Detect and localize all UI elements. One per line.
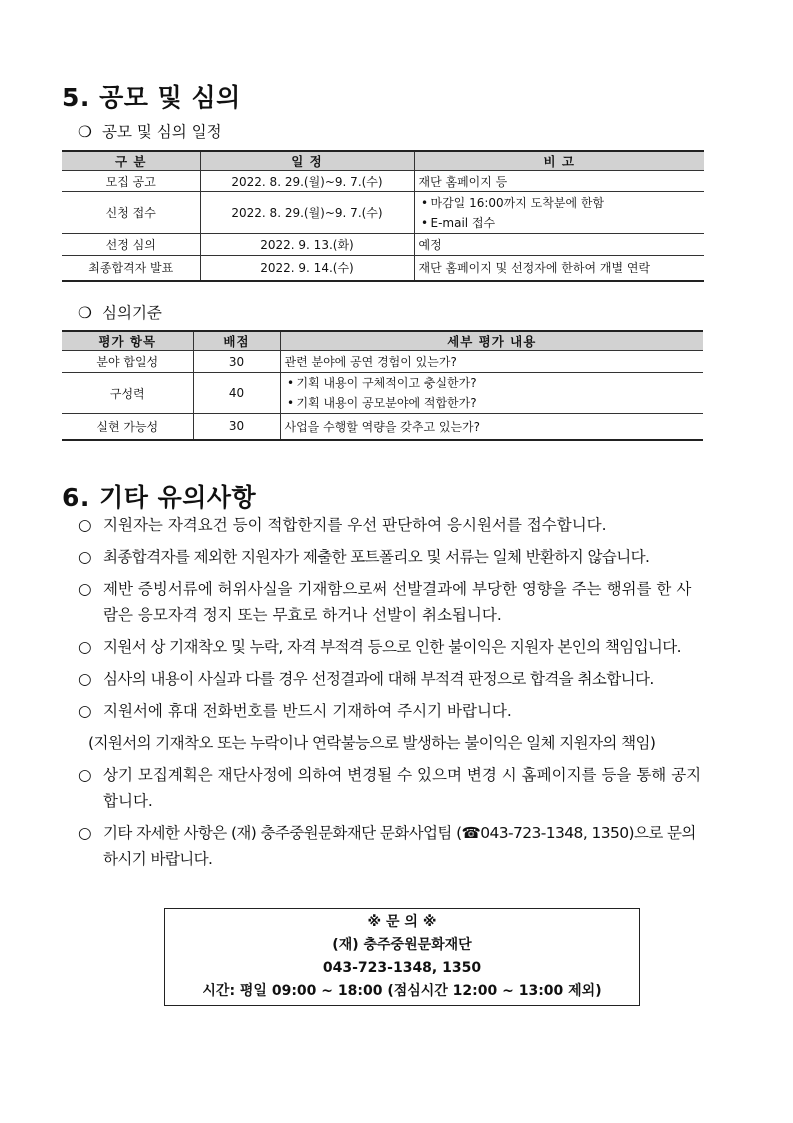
cell-date: 2022. 8. 29.(월)~9. 7.(수) [200, 171, 414, 192]
cell-detail: 관련 분야에 공연 경험이 있는가? [280, 351, 703, 373]
circle-bullet-icon: ○ [78, 638, 91, 656]
column-header: 비 고 [414, 151, 704, 171]
notes-list [78, 512, 706, 878]
cell-detail: 사업을 수행할 역량을 갖추고 있는가? [280, 414, 703, 440]
column-header: 일 정 [200, 151, 414, 171]
note-parenthetical: (지원서의 기재착오 또는 누락이나 연락불능으로 발생하는 불이익은 일체 지원자의 책임) [88, 734, 656, 752]
inquiry-phone: 043-723-1348, 1350 [322, 960, 482, 976]
cell-score: 30 [193, 351, 280, 373]
cell-score: 30 [193, 414, 280, 440]
cell-item: 실현 가능성 [62, 414, 193, 440]
list-item: ○ 기타 자세한 사항은 (재) 충주중원문화재단 문화사업팀 (☎043-723-1348, 1350)으로 문의하시기 바랍니다. [78, 820, 706, 872]
table-row [62, 256, 704, 281]
cell-note [414, 192, 704, 234]
list-item: • 기획 내용이 공모분야에 적합한가? [286, 396, 477, 410]
cell-item: 모집 공고 [62, 171, 200, 192]
cell-note: 예정 [414, 234, 704, 256]
inquiry-org: (재) 충주중원문화재단 [332, 937, 472, 953]
list-item: • E-mail 접수 [420, 215, 496, 230]
schedule-heading: ❍ 공모 및 심의 일정 [78, 123, 222, 141]
table-row [62, 351, 703, 373]
criteria-table [62, 330, 703, 441]
column-header: 배점 [193, 331, 280, 351]
cell-item: 분야 합일성 [62, 351, 193, 373]
table-row [62, 171, 704, 192]
column-header: 구 분 [62, 151, 200, 171]
cell-date: 2022. 8. 29.(월)~9. 7.(수) [200, 192, 414, 234]
table-row [62, 192, 704, 234]
cell-note: 재단 홈페이지 등 [414, 171, 704, 192]
list-item: ○ 제반 증빙서류에 허위사실을 기재함으로써 선발결과에 부당한 영향을 주는 행위를 한 사람은 응모자격 정지 또는 무효로 하거나 선발이 취소됩니다. [78, 576, 706, 628]
circle-bullet-icon: ○ [78, 824, 91, 842]
cell-score: 40 [193, 373, 280, 414]
list-item: • 기획 내용이 구체적이고 충실한가? [286, 376, 477, 390]
hollow-circle-bullet-icon: ❍ [78, 304, 92, 322]
list-item: ○ 상기 모집계획은 재단사정에 의하여 변경될 수 있으며 변경 시 홈페이지를 등을 통해 공지합니다. [78, 762, 706, 814]
section-6-title: 6. 기타 유의사항 [62, 483, 257, 512]
circle-bullet-icon: ○ [78, 516, 92, 534]
cell-note: 재단 홈페이지 및 선정자에 한하여 개별 연락 [414, 256, 704, 281]
cell-date: 2022. 9. 13.(화) [200, 234, 414, 256]
circle-bullet-icon: ○ [78, 702, 92, 720]
circle-bullet-icon: ○ [78, 766, 92, 784]
circle-bullet-icon: ○ [78, 548, 91, 566]
list-item: ○ 지원서 상 기재착오 및 누락, 자격 부적격 등으로 인한 불이익은 지원자 본인의 책임입니다. [78, 634, 706, 660]
cell-item: 선정 심의 [62, 234, 200, 256]
list-item: • 마감일 16:00까지 도착분에 한함 [420, 195, 605, 210]
table-row [62, 234, 704, 256]
cell-item: 신청 접수 [62, 192, 200, 234]
table-header-row [62, 331, 703, 351]
circle-bullet-icon: ○ [78, 580, 92, 598]
list-item: ○ 지원서에 휴대 전화번호를 반드시 기재하여 주시기 바랍니다. (지원서의 기재착오 또는 누락이나 연락불능으로 발생하는 불이익은 일체 지원자의 책임) [78, 698, 706, 756]
cell-item: 구성력 [62, 373, 193, 414]
hollow-circle-bullet-icon: ❍ [78, 123, 92, 141]
cell-date: 2022. 9. 14.(수) [200, 256, 414, 281]
table-header-row [62, 151, 704, 171]
cell-item: 최종합격자 발표 [62, 256, 200, 281]
list-item: ○ 지원자는 자격요건 등이 적합한지를 우선 판단하여 응시원서를 접수합니다. [78, 512, 706, 538]
inquiry-hours: 시간: 평일 09:00 ~ 18:00 (점심시간 12:00 ~ 13:00 제외) [202, 983, 602, 999]
circle-bullet-icon: ○ [78, 670, 91, 688]
cell-detail [280, 373, 703, 414]
column-header: 평가 항목 [62, 331, 193, 351]
list-item: ○ 심사의 내용이 사실과 다를 경우 선정결과에 대해 부적격 판정으로 합격을 취소합니다. [78, 666, 706, 692]
section-5-title: 5. 공모 및 심의 [62, 83, 241, 112]
list-item: ○ 최종합격자를 제외한 지원자가 제출한 포트폴리오 및 서류는 일체 반환하지 않습니다. [78, 544, 706, 570]
inquiry-box [164, 908, 640, 1006]
table-row [62, 414, 703, 440]
table-row [62, 373, 703, 414]
schedule-table [62, 150, 704, 282]
column-header: 세부 평가 내용 [280, 331, 703, 351]
inquiry-heading: ※ 문 의 ※ [367, 914, 437, 930]
criteria-heading: ❍ 심의기준 [78, 304, 162, 322]
